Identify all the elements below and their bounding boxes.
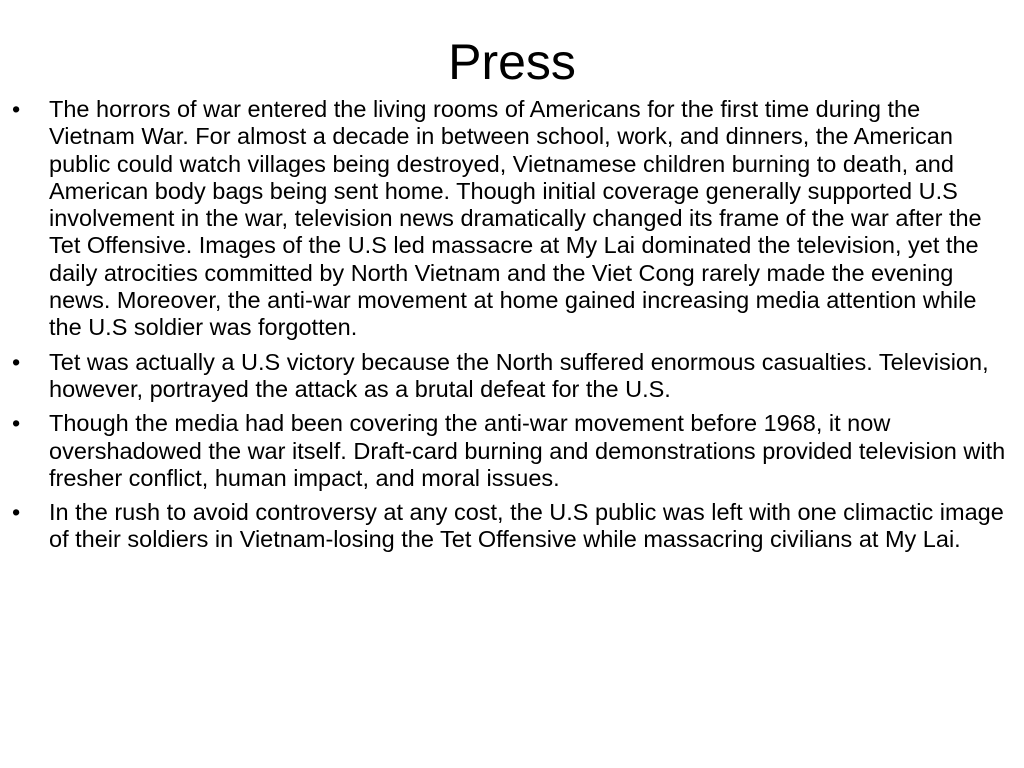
bullet-item-1 <box>0 96 1024 342</box>
bullet-marker: • <box>12 410 21 437</box>
bullet-item-3 <box>0 410 1024 492</box>
bullet-item-2 <box>0 349 1024 404</box>
bullet-text: Tet was actually a U.S victory because the North suffered enormous casualties. Television, however, portrayed the attack as a brutal defeat for the U.S. <box>49 348 989 402</box>
bullet-text: The horrors of war entered the living rooms of Americans for the first time during the Vietnam War. For almost a decade in between school, work, and dinners, the American public could watch villages being destroyed, Vietnamese children burning to death, and American body bags being sent home. Though initial coverage generally supported U.S involvement in the war, television news dramatically changed its frame of the war after the Tet Offensive. Images of the U.S led massacre at My Lai dominated the television, yet the daily atrocities committed by North Vietnam and the Viet Cong rarely made the evening news. Moreover, the anti-war movement at home gained increasing media attention while the U.S soldier was forgotten. <box>49 96 982 341</box>
bullet-text: Though the media had been covering the anti-war movement before 1968, it now overshadowed the war itself. Draft-card burning and demonstrations provided television with fresher conflict, human impact, and moral issues. <box>49 410 1006 491</box>
bullet-list <box>0 96 1024 561</box>
bullet-marker: • <box>12 348 21 375</box>
bullet-marker: • <box>12 96 21 122</box>
slide-title: Press <box>448 34 576 90</box>
bullet-marker: • <box>12 499 21 526</box>
bullet-text: In the rush to avoid controversy at any cost, the U.S public was left with one climactic image of their soldiers in Vietnam-losing the Tet Offensive while massacring civilians at My Lai. <box>49 499 1004 553</box>
bullet-item-4 <box>0 499 1024 554</box>
